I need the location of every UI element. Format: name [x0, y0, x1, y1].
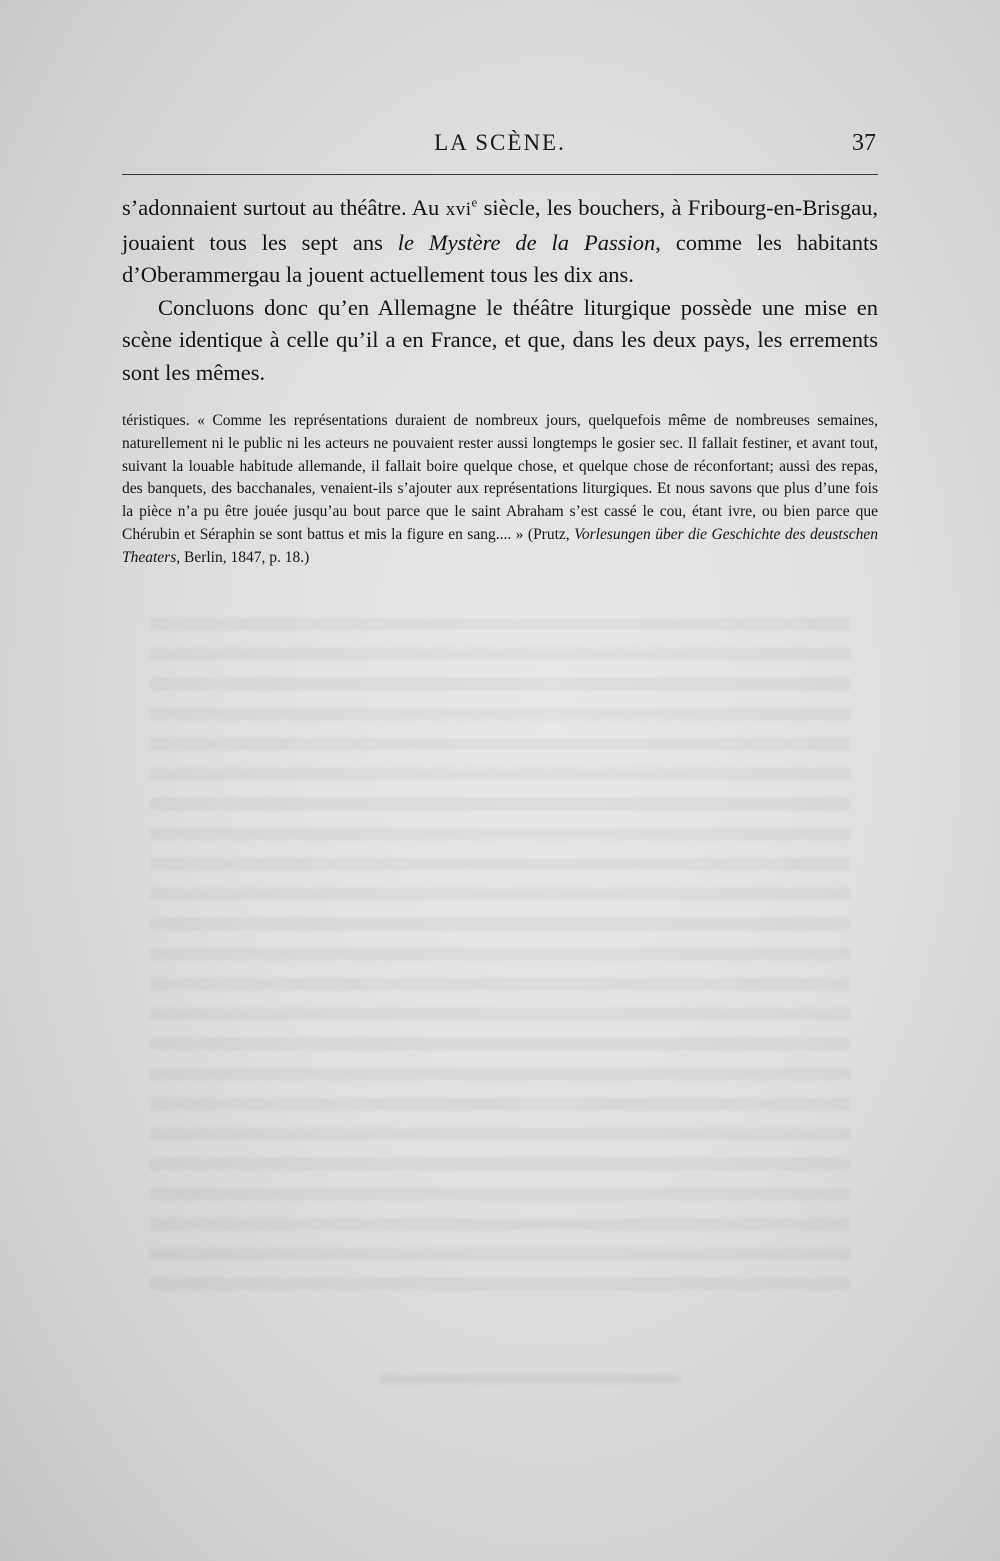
header-rule: [122, 174, 878, 175]
running-title: LA SCÈNE.: [434, 130, 566, 155]
paragraph-1: [122, 192, 878, 292]
footnote: [122, 410, 878, 570]
paragraph-1-part-b: siècle, les bouchers, à Fribourg-en-Brisgau, jouaient tous les sept ans: [122, 195, 878, 255]
paragraph-2: Concluons donc qu’en Allemagne le théâtre liturgique possède une mise en scène identique à celle qu’il a en France, et que, dans les deux pays, les errements sont les mêmes.: [122, 294, 878, 385]
reverse-side-show-through: [150, 600, 850, 1300]
paragraph-1-part-a: s’adonnaient surtout au théâtre. Au: [122, 195, 446, 220]
century-superscript: e: [471, 194, 478, 210]
footnote-text-a: téristiques. « Comme les représentations duraient de nombreux jours, quelquefois même de nombreuses semaines, naturellement ni le public ni les acteurs ne pouvaient rester aussi longtemps le gosier sec. Il fallait festiner, et avant tout, suivant la louable habitude allemande, il fallait boire quelque chose, et quelque chose de réconfortant; aussi des repas, des banquets, des bacchanales, venaient-ils s’ajouter aux représentations liturgiques. Et nous savons que plus d’une fois la pièce n’a pu être jouée jusqu’au bout parce que le saint Abraham s’est cassé le cou, étant ivre, ou bien parce que Chérubin et Séraphin se sont battus et mis la figure en sang.... » (Prutz,: [122, 412, 878, 543]
footnote-cited-title: Vorlesungen über die Geschichte des deustschen Theaters: [122, 525, 878, 566]
work-title-italic: le Mystère de la Passion: [397, 229, 656, 255]
footnote-text-b: , Berlin, 1847, p. 18.): [176, 548, 310, 566]
reverse-side-footnote-show-through: [380, 1375, 680, 1383]
century-numeral: xvi: [445, 199, 472, 220]
main-text: [122, 192, 878, 389]
paragraph-1-part-c: , comme les habitants d’Oberammergau la jouent actuellement tous les dix ans.: [122, 229, 879, 287]
page-number: 37: [852, 130, 876, 156]
